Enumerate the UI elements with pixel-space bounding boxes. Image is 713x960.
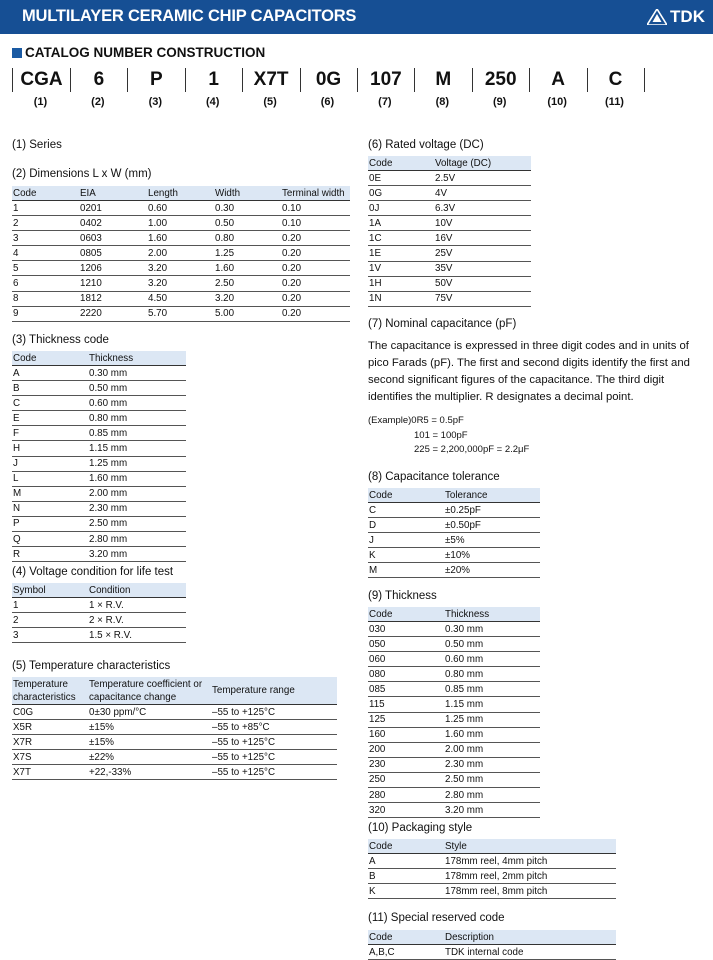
table-row [12,456,186,471]
brand-logo [647,7,705,27]
nominal-capacitance-description: The capacitance is expressed in three digit codes and in units of pico Farads (pF). The first and second digits identify the first and second significant figures of the capacitance. The third digit identifies the multiplier. R designates a decimal point. [368,340,690,403]
table-cell: 2.00 mm [88,486,186,501]
table-cell: 0.80 [214,231,281,246]
table-cell: 1V [368,261,434,276]
table-row [368,216,531,231]
part-number-segment: 107 [357,68,415,92]
column-header: Length [147,186,214,201]
table-row [12,532,186,547]
table-cell: 080 [368,667,444,682]
table-cell: 060 [368,652,444,667]
table-row [368,291,531,306]
table-cell: 2 [12,613,88,628]
table-cell: K [368,548,444,563]
part-number-label: (5) [263,96,277,108]
voltage-condition-table [12,583,186,643]
table-row [12,501,186,516]
table-cell: 2220 [79,306,147,321]
part-number-segment: 250 [472,68,530,92]
table-cell: 1A [368,216,434,231]
table-row [368,261,531,276]
column-header: Tolerance [444,488,540,503]
table-row [12,735,337,750]
table-cell: 9 [12,306,79,321]
table-cell: 0.10 [281,201,350,216]
table-row [12,216,350,231]
table-cell: J [12,456,88,471]
table-cell: 0.30 mm [444,622,540,637]
table-cell: 1.25 mm [444,712,540,727]
thickness-table [368,607,540,818]
table-row [368,757,540,772]
table-cell: 5.00 [214,306,281,321]
column-header: Symbol [12,583,88,598]
part-number-label: (8) [435,96,450,108]
table-row [368,637,540,652]
table-cell: –55 to +125°C [211,705,337,720]
table-cell: C0G [12,705,88,720]
table-row [12,366,186,381]
column-header: Temperature characteristics [12,677,88,705]
rated-voltage-title: (6) Rated voltage (DC) [368,139,484,151]
column-header: Thickness [88,351,186,366]
table-cell: R [12,547,88,562]
table-cell: 4 [12,246,79,261]
table-row [368,667,540,682]
table-cell: 1 [12,201,79,216]
part-number-label: (10) [547,96,567,108]
column-header: Condition [88,583,186,598]
table-cell: 0805 [79,246,147,261]
table-cell: 1 × R.V. [88,598,186,613]
part-number-segment: 1 [185,68,243,92]
table-cell: 16V [434,231,531,246]
table-cell: M [12,486,88,501]
table-cell: 125 [368,712,444,727]
table-cell: 2.30 mm [88,501,186,516]
table-cell: 3.20 [147,261,214,276]
table-cell: 2.5V [434,171,531,186]
table-cell: ±15% [88,720,211,735]
table-cell: 1.15 mm [88,441,186,456]
dimensions-title: (2) Dimensions L x W (mm) [12,168,152,180]
part-number-segment: M [415,68,473,92]
column-header: Code [12,186,79,201]
table-cell: ±15% [88,735,211,750]
table-cell: 6.3V [434,201,531,216]
column-header: EIA [79,186,147,201]
column-header: Code [368,488,444,503]
table-cell: 1210 [79,276,147,291]
part-number-label: (1) [33,96,48,108]
table-row [368,682,540,697]
table-cell: 2.00 mm [444,742,540,757]
table-cell: 2 × R.V. [88,613,186,628]
table-cell: F [12,426,88,441]
section-title: CATALOG NUMBER CONSTRUCTION [25,45,266,60]
table-cell: 2.80 mm [444,788,540,803]
table-cell: 3.20 mm [88,547,186,562]
part-number-label: (7) [378,96,392,108]
capacitance-example-2: 101 = 100pF [414,430,468,441]
table-row [12,471,186,486]
part-number-segment: 0G [300,68,358,92]
table-row [368,548,540,563]
table-row [368,788,540,803]
table-cell: 178mm reel, 2mm pitch [444,869,616,884]
table-cell: B [12,381,88,396]
table-cell: 2.80 mm [88,532,186,547]
part-number-segment: 6 [70,68,128,92]
reserved-table [368,930,616,960]
table-cell: L [12,471,88,486]
table-cell: 1H [368,276,434,291]
table-cell: 160 [368,727,444,742]
table-row [368,772,540,787]
column-header: Code [368,607,444,622]
table-cell: 115 [368,697,444,712]
part-number-label: (4) [205,96,220,108]
table-row [368,171,531,186]
table-cell: 0.10 [281,216,350,231]
table-cell: ±22% [88,750,211,765]
table-cell: 3.20 [147,276,214,291]
column-header: Description [444,930,616,945]
table-cell: N [12,501,88,516]
table-row [368,742,540,757]
table-cell: A,B,C [368,945,444,960]
table-cell: ±10% [444,548,540,563]
table-header-row [368,156,531,171]
table-row [12,381,186,396]
table-cell: 8 [12,291,79,306]
table-cell: C [12,396,88,411]
table-cell: 1.15 mm [444,697,540,712]
packaging-table [368,839,616,899]
table-cell: X7S [12,750,88,765]
table-cell: –55 to +85°C [211,720,337,735]
table-row [368,869,616,884]
table-row [12,613,186,628]
table-cell: 2.50 mm [444,772,540,787]
table-cell: TDK internal code [444,945,616,960]
table-cell: 2 [12,216,79,231]
capacitance-example-1: (Example)0R5 = 0.5pF [368,415,464,426]
table-cell: 0.85 mm [444,682,540,697]
table-row [12,306,350,321]
table-cell: 35V [434,261,531,276]
table-cell: 320 [368,803,444,818]
table-cell: X5R [12,720,88,735]
table-cell: 230 [368,757,444,772]
brand-name: TDK [670,7,705,26]
table-cell: –55 to +125°C [211,765,337,780]
table-row [12,486,186,501]
table-cell: J [368,533,444,548]
table-cell: 0.50 mm [444,637,540,652]
table-row [12,246,350,261]
table-cell: 5.70 [147,306,214,321]
table-cell: 0.20 [281,231,350,246]
table-cell: 0.50 [214,216,281,231]
table-row [368,884,616,899]
table-header-row [368,488,540,503]
page-title: MULTILAYER CERAMIC CHIP CAPACITORS [22,7,357,25]
table-cell: B [368,869,444,884]
capacitance-example-3: 225 = 2,200,000pF = 2.2μF [414,444,530,455]
table-cell: 1.00 [147,216,214,231]
table-cell: 2.50 mm [88,516,186,531]
column-header: Voltage (DC) [434,156,531,171]
table-row [12,231,350,246]
nominal-capacitance-title: (7) Nominal capacitance (pF) [368,318,517,330]
table-row [12,750,337,765]
table-cell: M [368,563,444,578]
column-header: Code [368,156,434,171]
table-cell: K [368,884,444,899]
table-cell: 0.30 mm [88,366,186,381]
table-row [368,201,531,216]
table-row [12,261,350,276]
column-header: Code [368,839,444,854]
thickness-title: (9) Thickness [368,590,437,602]
table-header-row [368,839,616,854]
part-number-segment: A [530,68,588,92]
table-row [12,628,186,643]
table-cell: X7T [12,765,88,780]
part-number-label: (11) [605,96,624,108]
thickness-code-table [12,351,186,562]
table-row [368,231,531,246]
table-cell: C [368,503,444,518]
table-cell: 0.20 [281,261,350,276]
table-row [368,712,540,727]
part-number-segment: CGA [13,68,71,92]
table-row [12,426,186,441]
table-cell: 030 [368,622,444,637]
table-cell: 5 [12,261,79,276]
table-row [12,276,350,291]
table-cell: 178mm reel, 4mm pitch [444,854,616,869]
table-cell: 6 [12,276,79,291]
table-cell: H [12,441,88,456]
table-cell: 200 [368,742,444,757]
table-cell: 250 [368,772,444,787]
table-row [368,652,540,667]
table-cell: Q [12,532,88,547]
part-number-label: (6) [320,96,335,108]
table-row [368,803,540,818]
table-cell: 1206 [79,261,147,276]
table-cell: 0G [368,186,434,201]
table-cell: X7R [12,735,88,750]
table-cell: 1.60 [147,231,214,246]
table-row [12,396,186,411]
table-cell: 0603 [79,231,147,246]
table-row [368,622,540,637]
dimensions-table [12,186,350,322]
table-header-row [12,677,337,705]
table-cell: 3.20 [214,291,281,306]
table-cell: 0.60 mm [444,652,540,667]
table-cell: 0E [368,171,434,186]
table-cell: 1.60 [214,261,281,276]
table-cell: 0.85 mm [88,426,186,441]
table-cell: P [12,516,88,531]
table-cell: 2.30 mm [444,757,540,772]
table-row [368,727,540,742]
table-cell: 0.20 [281,276,350,291]
table-cell: 1812 [79,291,147,306]
table-row [368,533,540,548]
column-header: Style [444,839,616,854]
table-cell: 0.60 [147,201,214,216]
table-cell: 178mm reel, 8mm pitch [444,884,616,899]
table-cell: D [368,518,444,533]
temperature-table [12,677,337,780]
voltage-condition-title: (4) Voltage condition for life test [12,566,174,578]
table-cell: 0.60 mm [88,396,186,411]
table-cell: 280 [368,788,444,803]
table-row [12,705,337,720]
table-cell: 1 [12,598,88,613]
table-cell: 0402 [79,216,147,231]
table-row [12,765,337,780]
table-row [12,291,350,306]
column-header: Temperature coefficient or capacitance change [88,677,211,705]
part-number-label: (2) [91,96,105,108]
table-cell: 1.25 [214,246,281,261]
table-header-row [12,186,350,201]
table-cell: ±0.25pF [444,503,540,518]
table-row [12,411,186,426]
table-cell: 1.60 mm [88,471,186,486]
temperature-title: (5) Temperature characteristics [12,660,171,672]
table-row [368,697,540,712]
series-title: (1) Series [12,139,62,151]
table-header-row [12,583,186,598]
tolerance-table [368,488,540,578]
table-cell: 3 [12,628,88,643]
table-row [12,441,186,456]
table-cell: A [368,854,444,869]
table-row [368,563,540,578]
tdk-logo-icon [647,9,667,25]
table-cell: 0J [368,201,434,216]
table-cell: 1E [368,246,434,261]
table-cell: 0.20 [281,306,350,321]
table-row [368,503,540,518]
thickness-code-title: (3) Thickness code [12,334,109,346]
table-row [12,598,186,613]
part-number-segment: C [587,68,645,92]
table-cell: 0.30 [214,201,281,216]
table-cell: 085 [368,682,444,697]
column-header: Temperature range [211,677,337,705]
section-heading [12,45,265,60]
table-row [368,854,616,869]
part-number-label: (3) [148,96,163,108]
table-cell: 3 [12,231,79,246]
table-cell: –55 to +125°C [211,750,337,765]
table-cell: A [12,366,88,381]
table-header-row [12,351,186,366]
table-row [12,720,337,735]
tolerance-title: (8) Capacitance tolerance [368,471,500,483]
table-cell: 1C [368,231,434,246]
column-header: Code [12,351,88,366]
table-cell: 2.50 [214,276,281,291]
table-cell: 2.00 [147,246,214,261]
table-row [368,518,540,533]
table-row [368,945,616,960]
table-header-row [368,607,540,622]
column-header: Thickness [444,607,540,622]
table-cell: 0.80 mm [444,667,540,682]
column-header: Code [368,930,444,945]
table-cell: E [12,411,88,426]
table-row [368,246,531,261]
table-row [12,547,186,562]
table-cell: 0201 [79,201,147,216]
table-cell: ±5% [444,533,540,548]
table-row [12,516,186,531]
table-cell: 1.60 mm [444,727,540,742]
table-cell: ±0.50pF [444,518,540,533]
table-cell: 10V [434,216,531,231]
column-header: Terminal width [281,186,350,201]
table-cell: 050 [368,637,444,652]
table-cell: 1.5 × R.V. [88,628,186,643]
table-cell: 3.20 mm [444,803,540,818]
table-cell: 4V [434,186,531,201]
table-cell: ±20% [444,563,540,578]
square-bullet-icon [12,48,22,58]
part-number-row [12,68,645,92]
table-cell: +22,-33% [88,765,211,780]
table-cell: 0±30 ppm/°C [88,705,211,720]
table-cell: 0.20 [281,246,350,261]
table-header-row [368,930,616,945]
part-number-segment: P [128,68,186,92]
part-number-label: (9) [492,96,507,108]
table-cell: –55 to +125°C [211,735,337,750]
packaging-title: (10) Packaging style [368,822,473,834]
table-row [368,186,531,201]
table-cell: 0.50 mm [88,381,186,396]
table-row [12,201,350,216]
table-cell: 4.50 [147,291,214,306]
table-cell: 75V [434,291,531,306]
table-cell: 0.80 mm [88,411,186,426]
table-cell: 25V [434,246,531,261]
rated-voltage-table [368,156,531,307]
table-cell: 1N [368,291,434,306]
part-number-segment: X7T [243,68,301,92]
column-header: Width [214,186,281,201]
reserved-title: (11) Special reserved code [368,912,505,924]
table-cell: 1.25 mm [88,456,186,471]
table-row [368,276,531,291]
table-cell: 0.20 [281,291,350,306]
table-cell: 50V [434,276,531,291]
